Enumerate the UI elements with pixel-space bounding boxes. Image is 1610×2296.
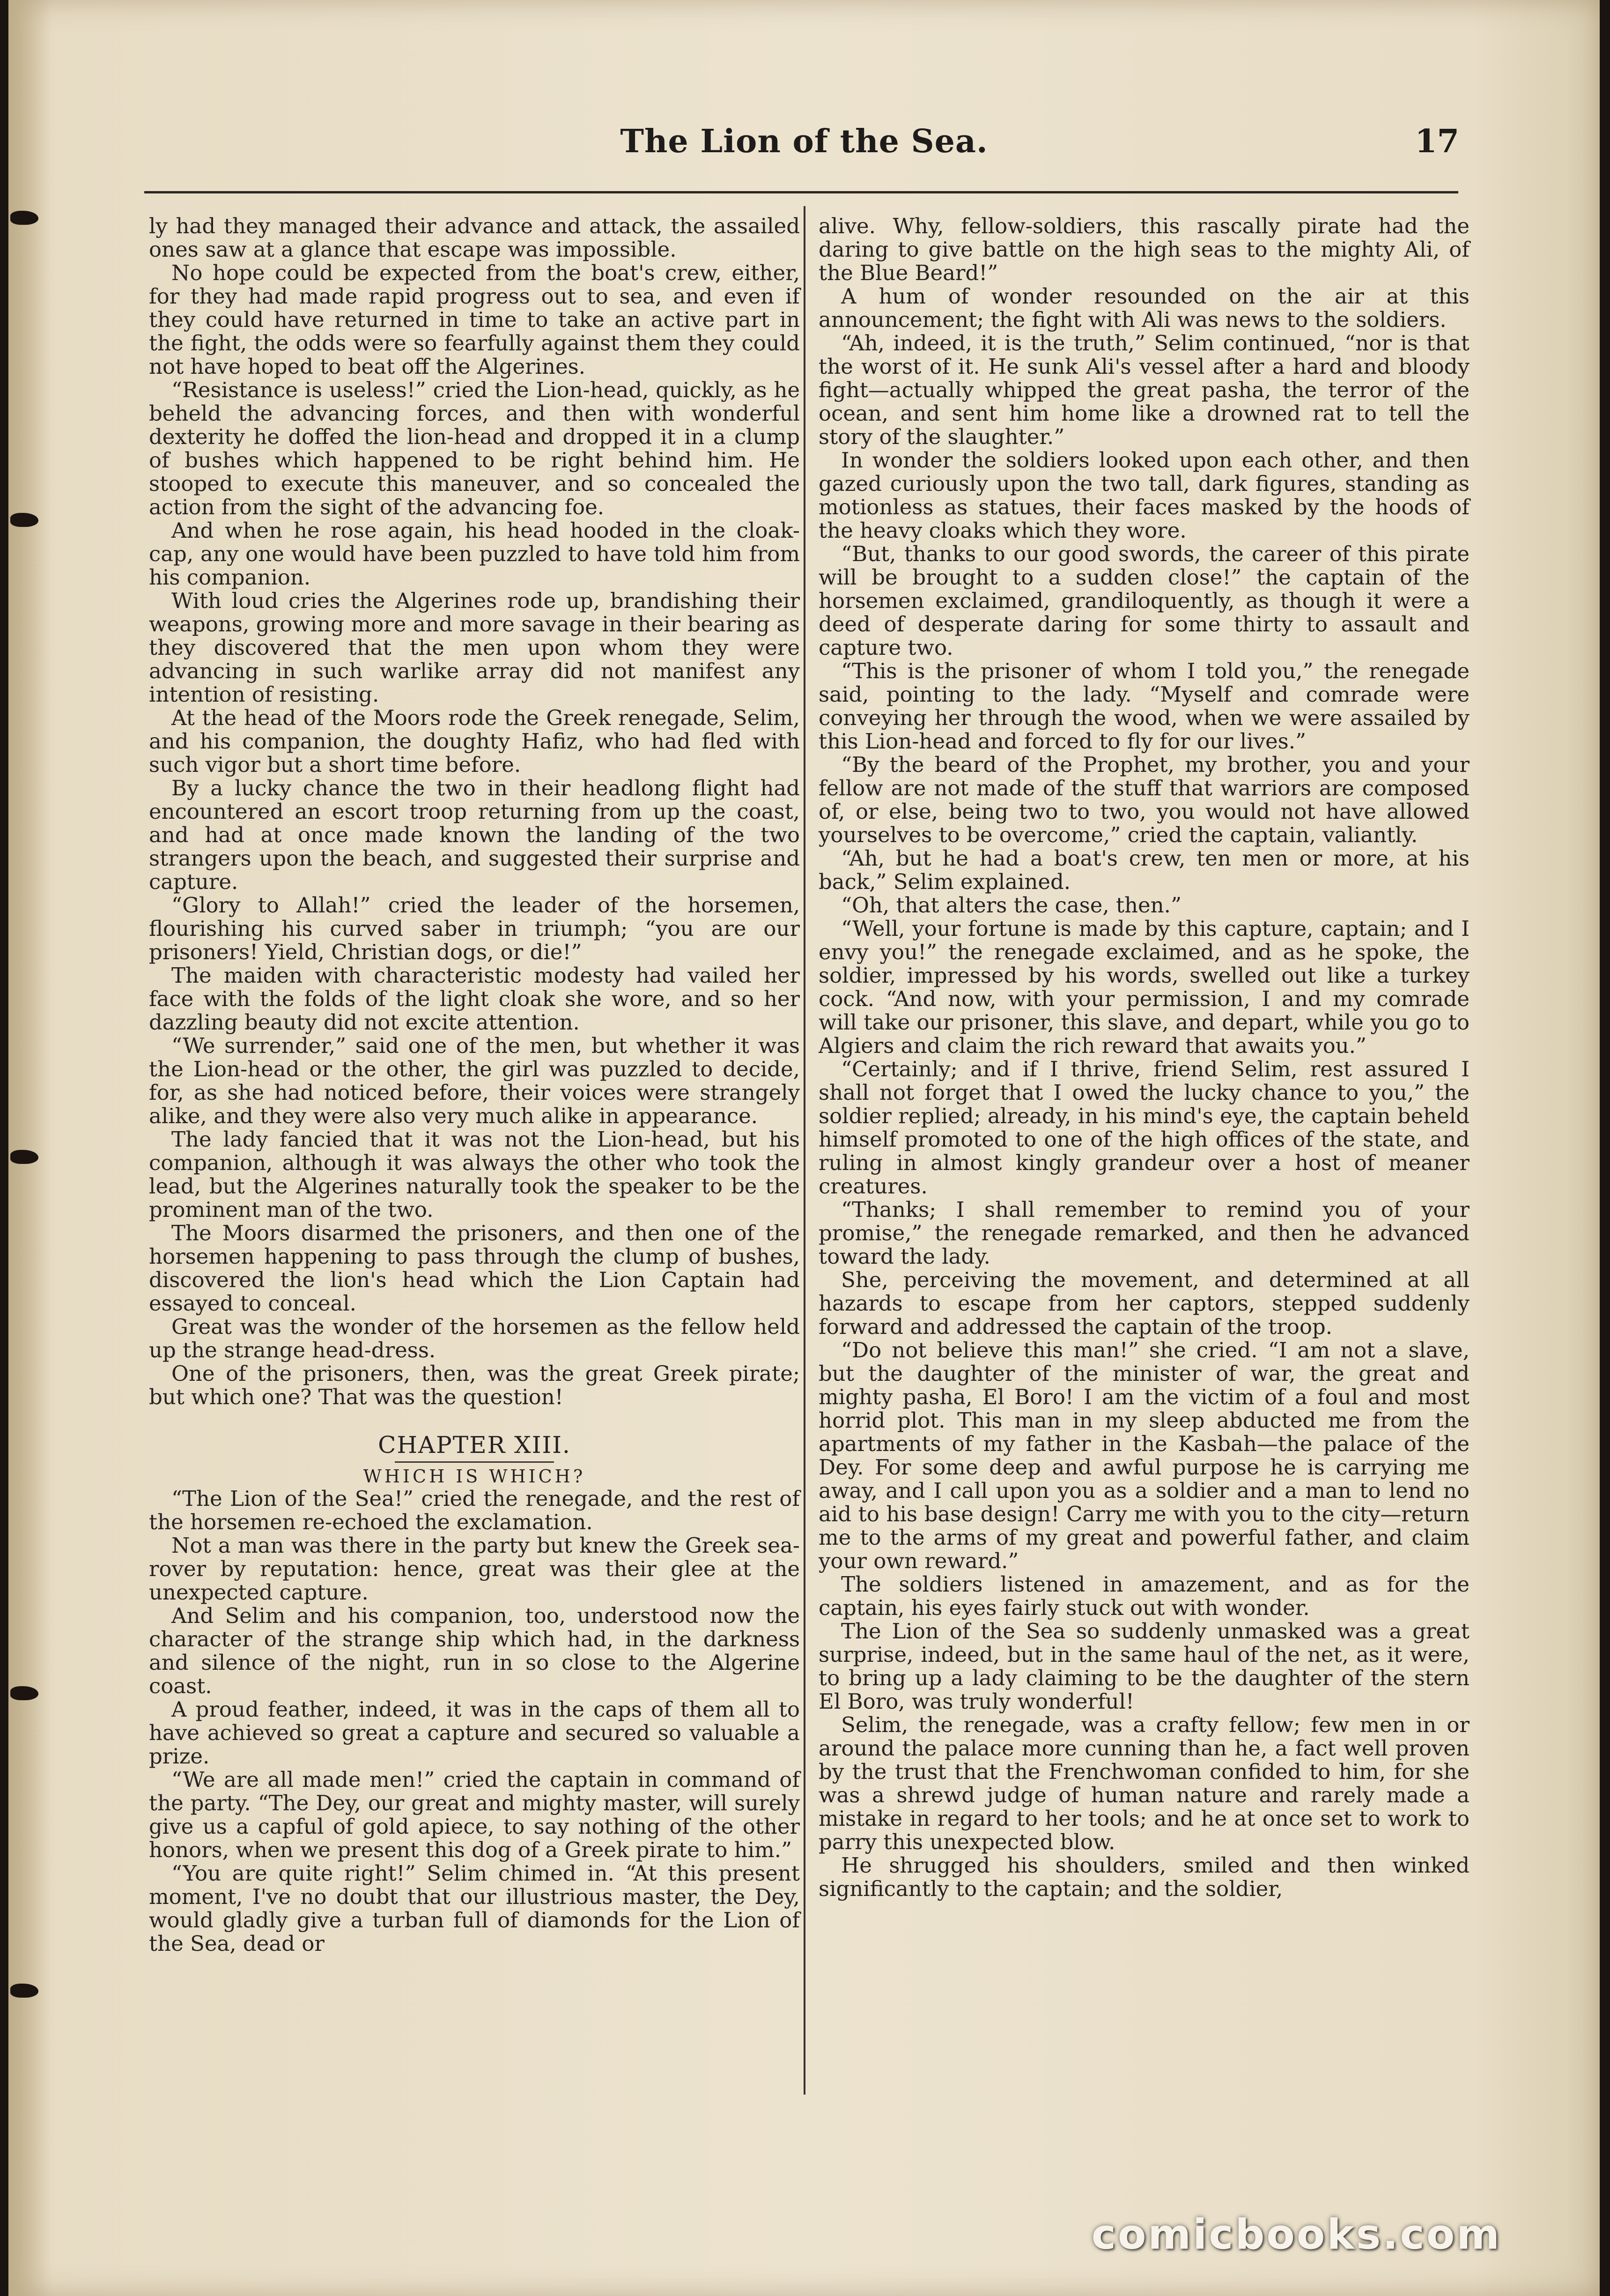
page-number: 17 — [1415, 123, 1459, 160]
paragraph: The Moors disarmed the prisoners, and then one of the horsemen happening to pass through the clump of bushes, discovered the lion's head which the Lion Captain had essayed to conceal. — [149, 1221, 800, 1316]
page-binding-edge — [8, 0, 51, 2296]
binding-stitch-mark — [10, 1984, 38, 1998]
paragraph: He shrugged his shoulders, smiled and then winked significantly to the captain; and the soldier, — [819, 1853, 1470, 1901]
binding-stitch-mark — [10, 1686, 38, 1700]
paragraph: alive. Why, fellow-soldiers, this rascally pirate had the daring to give battle on the high seas to the mighty Ali, of the Blue Beard!” — [819, 214, 1470, 285]
paragraph: “Do not believe this man!” she cried. “I am not a slave, but the daughter of the minister of war, the great and mighty pasha, El Boro! I am the victim of a foul and most horrid plot. This man in my sleep abducted me from the apartments of my father in the Kasbah—the palace of the Dey. For some deep and awful purpose he is carrying me away, and I call upon you as a soldier and a man to lend no aid to his base design! Carry me with you to the city—return me to the arms of my great and powerful father, and claim your own reward.” — [819, 1338, 1470, 1573]
running-title: The Lion of the Sea. — [620, 123, 988, 160]
paragraph: “Well, your fortune is made by this capture, captain; and I envy you!” the renegade exclaimed, and as he spoke, the soldier, impressed by his words, swelled out like a turkey cock. “And now, with your permission, I and my comrade will take our prisoner, this slave, and depart, while you go to Algiers and claim the rich reward that awaits you.” — [819, 916, 1470, 1058]
paragraph: By a lucky chance the two in their headlong flight had encountered an escort troop returning from up the coast, and had at once made known the landing of the two strangers upon the beach, and suggested their surprise and capture. — [149, 776, 800, 894]
paragraph: At the head of the Moors rode the Greek renegade, Selim, and his companion, the doughty Hafiz, who had fled with such vigor but a short time before. — [149, 705, 800, 777]
paragraph: In wonder the soldiers looked upon each other, and then gazed curiously upon the two tall, dark figures, standing as motionless as statues, their faces masked by the hoods of the heavy cloaks which they wore. — [819, 448, 1470, 543]
paragraph: And when he rose again, his head hooded in the cloak-cap, any one would have been puzzled to have told him from his companion. — [149, 518, 800, 590]
binding-stitch-mark — [10, 1150, 38, 1164]
paragraph: “Oh, that alters the case, then.” — [841, 893, 1182, 918]
header-rule — [144, 191, 1458, 193]
paragraph: The soldiers listened in amazement, and as for the captain, his eyes fairly stuck out with wonder. — [819, 1572, 1470, 1620]
paragraph: ly had they managed their advance and attack, the assailed ones saw at a glance that escape was impossible. — [149, 214, 800, 262]
paragraph: “Glory to Allah!” cried the leader of the horsemen, flourishing his curved saber in triumph; “you are our prisoners! Yield, Christian dogs, or die!” — [149, 893, 800, 964]
paragraph: “Ah, indeed, it is the truth,” Selim continued, “nor is that the worst of it. He sunk Ali's vessel after a hard and bloody fight—actually whipped the great pasha, the terror of the ocean, and sent him home like a drowned rat to tell the story of the slaughter.” — [819, 331, 1470, 449]
paragraph: “Ah, but he had a boat's crew, ten men or more, at his back,” Selim explained. — [819, 846, 1470, 894]
paragraph: The Lion of the Sea so suddenly unmasked was a great surprise, indeed, but in the same haul of the net, as it were, to bring up a lady claiming to be the daughter of the stern El Boro, was truly wonderful! — [819, 1619, 1470, 1714]
chapter-subtitle: WHICH IS WHICH? — [363, 1466, 586, 1487]
paragraph: Not a man was there in the party but knew the Greek sea-rover by reputation: hence, great was their glee at the unexpected capture. — [149, 1533, 800, 1605]
paragraph: She, perceiving the movement, and determined at all hazards to escape from her captors, stepped suddenly forward and addressed the captain of the troop. — [819, 1267, 1470, 1339]
paragraph: One of the prisoners, then, was the great Greek pirate; but which one? That was the question! — [149, 1361, 800, 1409]
paragraph: A hum of wonder resounded on the air at this announcement; the fight with Ali was news to the soldiers. — [819, 284, 1470, 332]
page-header — [149, 123, 1459, 179]
binding-stitch-mark — [10, 211, 38, 225]
paragraph: “Certainly; and if I thrive, friend Selim, rest assured I shall not forget that I owed the lucky chance to you,” the soldier replied; already, in his mind's eye, the captain beheld himself promoted to one of the high offices of the state, and ruling in almost kingly grandeur over a host of meaner creatures. — [819, 1057, 1470, 1199]
site-watermark: comicbooks.com — [1091, 2210, 1501, 2259]
paragraph: Great was the wonder of the horsemen as the fellow held up the strange head-dress. — [149, 1314, 800, 1363]
left-column — [149, 215, 800, 1955]
paragraph: With loud cries the Algerines rode up, brandishing their weapons, growing more and more savage in their bearing as they discovered that the men upon whom they were advancing in such warlike array did not manifest any intention of resisting. — [149, 588, 800, 707]
paragraph: No hope could be expected from the boat's crew, either, for they had made rapid progress out to sea, and even if they could have returned in time to take an active part in the fight, the odds were so fearfully against them they could not have hoped to beat off the Algerines. — [149, 260, 800, 379]
paragraph: “By the beard of the Prophet, my brother, you and your fellow are not made of the stuff that warriors are composed of, or else, being two to two, you would not have allowed yourselves to be overcome,” cried the captain, valiantly. — [819, 752, 1470, 847]
right-column — [819, 215, 1470, 1901]
paragraph: “Resistance is useless!” cried the Lion-head, quickly, as he beheld the advancing forces, and then with wonderful dexterity he doffed the lion-head and dropped it in a clump of bushes which happened to be right behind him. He stooped to execute this maneuver, and so concealed the action from the sight of the advancing foe. — [149, 378, 800, 519]
chapter-rule — [395, 1461, 554, 1463]
paragraph: The maiden with characteristic modesty had vailed her face with the folds of the light cloak she wore, and so her dazzling beauty did not excite attention. — [149, 963, 800, 1035]
magazine-page — [8, 0, 1600, 2296]
paragraph: And Selim and his companion, too, understood now the character of the strange ship which had, in the darkness and silence of the night, run in so close to the Algerine coast. — [149, 1603, 800, 1698]
chapter-title: CHAPTER XIII. — [378, 1431, 571, 1459]
paragraph: “We are all made men!” cried the captain in command of the party. “The Dey, our great and mighty master, will surely give us a capful of gold apiece, to say nothing of the other honors, when we present this dog of a Greek pirate to him.” — [149, 1767, 800, 1862]
paragraph: A proud feather, indeed, it was in the caps of them all to have achieved so great a capture and secured so valuable a prize. — [149, 1697, 800, 1769]
paragraph: “This is the prisoner of whom I told you,” the renegade said, pointing to the lady. “Myself and comrade were conveying her through the wood, when we were assailed by this Lion-head and forced to fly for our lives.” — [819, 659, 1470, 754]
paragraph: “But, thanks to our good swords, the career of this pirate will be brought to a sudden close!” the captain of the horsemen exclaimed, grandiloquently, as though it were a deed of desperate daring for some thirty to assault and capture two. — [819, 541, 1470, 660]
paragraph: “We surrender,” said one of the men, but whether it was the Lion-head or the other, the girl was puzzled to decide, for, as she had noticed before, their voices were strangely alike, and they were also very much alike in appearance. — [149, 1033, 800, 1128]
paragraph: “Thanks; I shall remember to remind you of your promise,” the renegade remarked, and then he advanced toward the lady. — [819, 1197, 1470, 1269]
paragraph: Selim, the renegade, was a crafty fellow; few men in or around the palace more cunning than he, a fact well proven by the trust that the Frenchwoman confided to him, for she was a shrewd judge of human nature and rarely made a mistake in regard to her tools; and he at once set to work to parry this unexpected blow. — [819, 1712, 1470, 1854]
column-divider — [804, 206, 805, 2095]
paragraph: “You are quite right!” Selim chimed in. “At this present moment, I've no doubt that our illustrious master, the Dey, would gladly give a turban full of diamonds for the Lion of the Sea, dead or — [149, 1861, 800, 1956]
paragraph: “The Lion of the Sea!” cried the renegade, and the rest of the horsemen re-echoed the exclamation. — [149, 1486, 800, 1534]
binding-stitch-mark — [10, 513, 38, 527]
paragraph: The lady fancied that it was not the Lion-head, but his companion, although it was always the other who took the lead, but the Algerines naturally took the speaker to be the prominent man of the two. — [149, 1127, 800, 1222]
